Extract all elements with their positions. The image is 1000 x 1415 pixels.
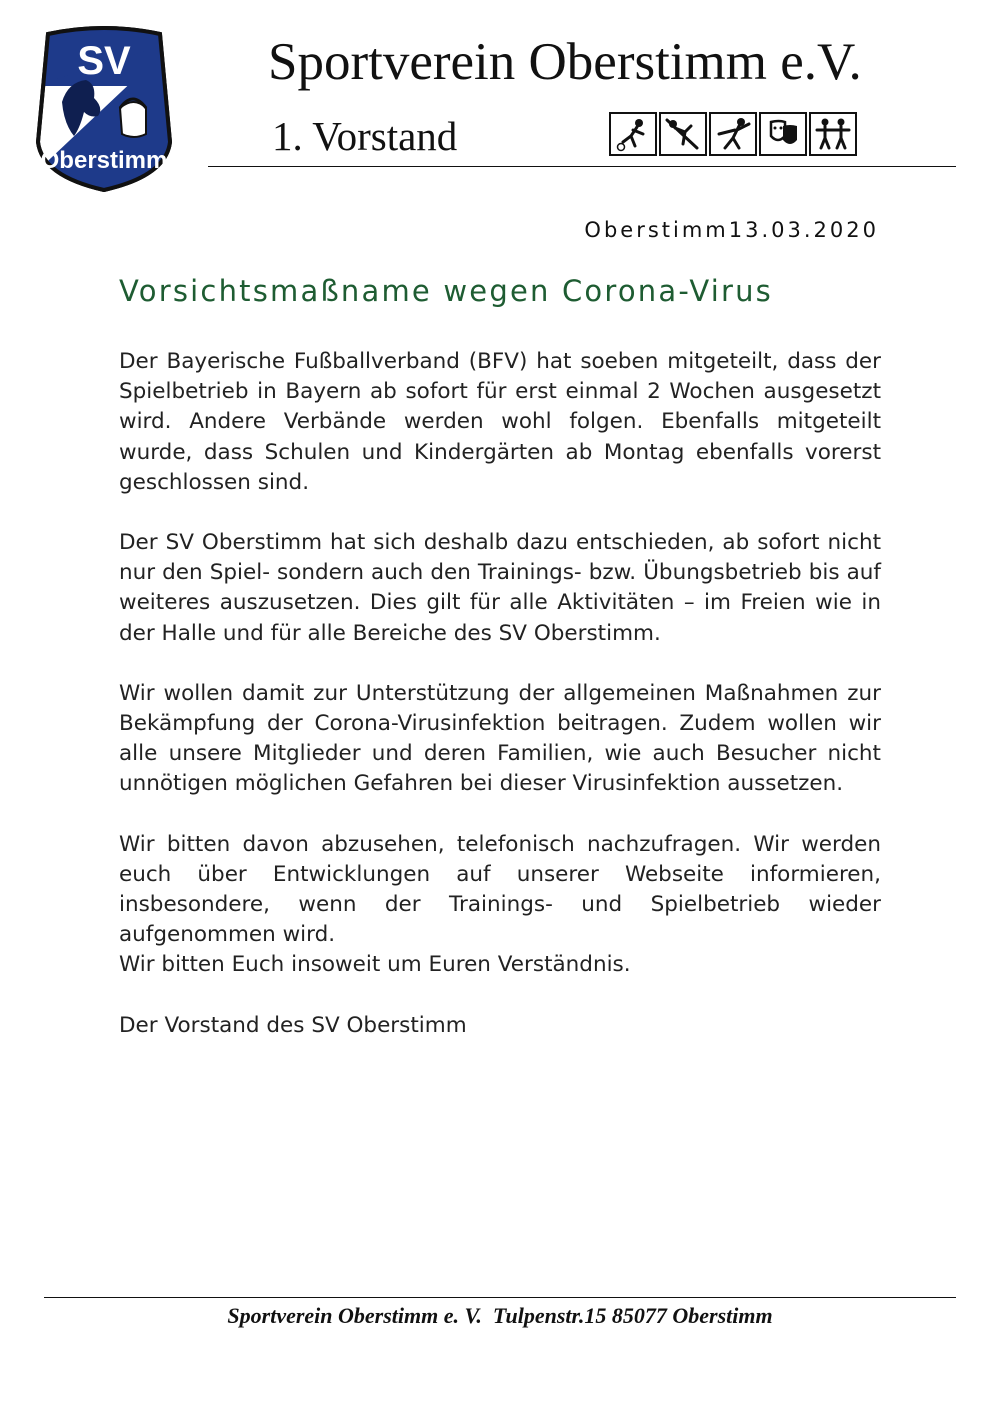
- letter-date: Oberstimm13.03.2020: [584, 218, 879, 242]
- footer-divider: [44, 1297, 956, 1298]
- soccer-icon: [609, 112, 657, 156]
- paragraph-4-closing: Wir bitten Euch insoweit um Euren Verständnis.: [119, 952, 631, 978]
- dance-icon: [709, 112, 757, 156]
- gymnastics-icon: [659, 112, 707, 156]
- fitness-icon: [809, 112, 857, 156]
- sport-pictograms: [609, 112, 857, 156]
- footer-address: Sportverein Oberstimm e. V. Tulpenstr.15 85077 Oberstimm: [227, 1303, 773, 1328]
- paragraph-1: Der Bayerische Fußballverband (BFV) hat soeben mitgeteilt, dass der Spielbetrieb in Bayern ab sofort für erst einmal 2 Wochen ausgesetzt wird. Andere Verbände werden wohl folgen. Ebenfalls mitgeteilt wurde, dass Schulen und Kindergärten ab Montag ebenfalls vorerst geschlossen sind.: [119, 349, 881, 495]
- header-divider: [208, 166, 956, 167]
- signature: Der Vorstand des SV Oberstimm: [119, 1012, 467, 1038]
- letter-body: [119, 347, 881, 1071]
- club-logo: [34, 24, 174, 194]
- logo-text-top: SV: [77, 39, 131, 83]
- paragraph-4-text: Wir bitten davon abzusehen, telefonisch nachzufragen. Wir werden euch über Entwicklungen auf unserer Webseite informieren, insbesondere, wenn der Trainings- und Spielbetrieb wieder aufgenommen wird.: [119, 831, 881, 948]
- subtitle: 1. Vorstand: [272, 113, 458, 159]
- paragraph-4: [119, 830, 881, 981]
- org-title: Sportverein Oberstimm e.V.: [268, 33, 862, 91]
- paragraph-2: Der SV Oberstimm hat sich deshalb dazu entschieden, ab sofort nicht nur den Spiel- sondern auch den Trainings- bzw. Übungsbetrieb bis auf weiteres auszusetzen. Dies gilt für alle Aktivitäten – im Freien wie in der Halle und für alle Bereiche des SV Oberstimm.: [119, 530, 881, 646]
- letter-heading: Vorsichtsmaßname wegen Corona-Virus: [119, 274, 773, 308]
- paragraph-3: Wir wollen damit zur Unterstützung der allgemeinen Maßnahmen zur Bekämpfung der Corona-Virusinfektion beitragen. Zudem wollen wir alle unsere Mitglieder und deren Familien, wie auch Besucher nicht unnötigen möglichen Gefahren bei dieser Virusinfektion aussetzen.: [119, 680, 881, 797]
- theater-icon: [759, 112, 807, 156]
- logo-text-bottom: Oberstimm: [40, 147, 168, 174]
